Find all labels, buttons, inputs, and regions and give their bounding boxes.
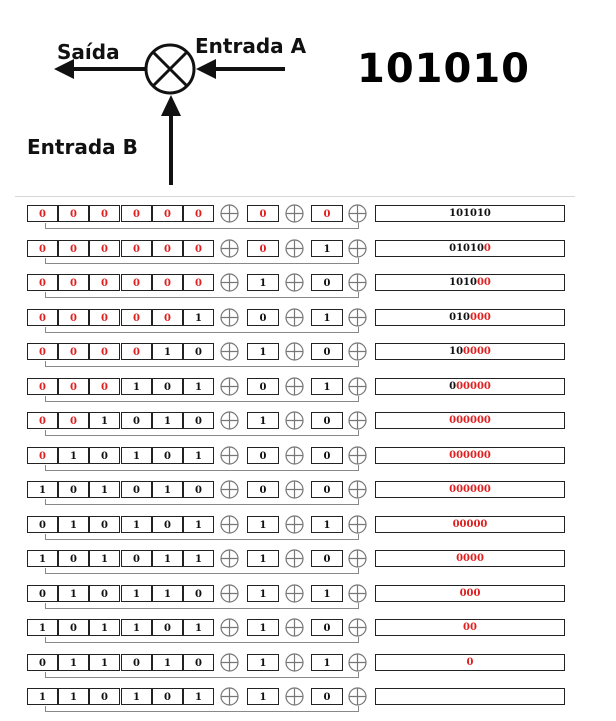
- row-bracket: [45, 706, 359, 712]
- input-a-cell: 1: [247, 343, 279, 360]
- input-a-cell: 1: [247, 274, 279, 291]
- input-b-cell: 0: [311, 274, 343, 291]
- table-row: [15, 512, 575, 536]
- circle-plus-icon: [348, 273, 367, 292]
- output-cell: [375, 688, 565, 705]
- input-a-cell: 0: [247, 205, 279, 222]
- output-black-bits: 010: [449, 311, 470, 323]
- bit-cell: 0: [58, 378, 89, 395]
- bit-cell: 1: [89, 481, 120, 498]
- bit-cell: 0: [89, 205, 120, 222]
- input-b-cell: 0: [311, 619, 343, 636]
- bit-cell: 1: [183, 447, 214, 464]
- bit-cell: 1: [152, 585, 183, 602]
- input-a-cell: 0: [247, 240, 279, 257]
- circle-plus-icon: [348, 515, 367, 534]
- output-cell: [375, 309, 565, 326]
- bit-cell: 0: [152, 688, 183, 705]
- output-cell: [375, 412, 565, 429]
- output-cell: [375, 274, 565, 291]
- bit-cell: 0: [183, 274, 214, 291]
- bit-cell: 1: [183, 309, 214, 326]
- bit-cell: 0: [183, 481, 214, 498]
- output-red-bits: 000000: [449, 484, 491, 495]
- bit-cell: 0: [121, 309, 152, 326]
- input-b-label: Entrada B: [27, 135, 138, 159]
- table-row: [15, 201, 575, 225]
- table-row: [15, 581, 575, 605]
- circle-plus-icon: [220, 308, 239, 327]
- circle-plus-icon: [220, 446, 239, 465]
- bit-cell: 0: [27, 274, 58, 291]
- table-row: [15, 236, 575, 260]
- bit-cell: 1: [89, 619, 120, 636]
- bit-cell: 1: [121, 619, 152, 636]
- gate-diagram: [0, 0, 616, 195]
- row-bracket: [45, 465, 359, 471]
- output-red-bits: 0000: [456, 553, 484, 564]
- output-red-bits: 00000: [456, 380, 491, 392]
- bit-cell: 1: [89, 654, 120, 671]
- bit-cell: 0: [27, 309, 58, 326]
- bit-cell: 0: [89, 309, 120, 326]
- bit-cell: 0: [89, 688, 120, 705]
- bit-cell: 1: [121, 447, 152, 464]
- input-a-cell: 1: [247, 688, 279, 705]
- input-a-cell: 1: [247, 619, 279, 636]
- bit-cell: 0: [121, 240, 152, 257]
- bit-cell: 0: [89, 378, 120, 395]
- table-row: [15, 546, 575, 570]
- output-black-bits: 01010: [449, 242, 484, 254]
- input-b-cell: 0: [311, 688, 343, 705]
- output-cell: [375, 585, 565, 602]
- bit-cell: 0: [58, 343, 89, 360]
- output-black-bits: 0: [449, 380, 457, 392]
- bit-cell: 0: [58, 240, 89, 257]
- row-bracket: [45, 430, 359, 436]
- shift-register-table: [15, 196, 575, 721]
- bit-cell: 1: [27, 688, 58, 705]
- row-bracket: [45, 672, 359, 678]
- bit-cell: 0: [121, 343, 152, 360]
- circle-plus-icon: [348, 239, 367, 258]
- circle-plus-icon: [285, 377, 304, 396]
- circle-plus-icon: [348, 446, 367, 465]
- circle-plus-icon: [285, 480, 304, 499]
- bit-cell: 0: [152, 240, 183, 257]
- bit-cell: 0: [121, 550, 152, 567]
- bit-cell: 1: [121, 378, 152, 395]
- bit-cell: 0: [183, 654, 214, 671]
- row-bracket: [45, 637, 359, 643]
- output-red-bits: 000: [459, 587, 481, 599]
- output-black-bits: 101010: [449, 208, 491, 219]
- input-a-cell: 1: [247, 585, 279, 602]
- circle-plus-icon: [220, 239, 239, 258]
- circle-plus-icon: [348, 584, 367, 603]
- output-cell: [375, 378, 565, 395]
- bit-cell: 0: [27, 654, 58, 671]
- circle-plus-icon: [220, 273, 239, 292]
- circle-plus-icon: [285, 653, 304, 672]
- output-red-bits: 00000: [452, 518, 488, 530]
- table-row: [15, 615, 575, 639]
- circle-plus-icon: [285, 515, 304, 534]
- circle-plus-icon: [285, 204, 304, 223]
- row-bracket: [45, 603, 359, 609]
- header-diagram: [0, 0, 616, 195]
- input-a-cell: 1: [247, 550, 279, 567]
- bit-cell: 1: [183, 516, 214, 533]
- bit-cell: 0: [58, 274, 89, 291]
- bit-cell: 0: [121, 205, 152, 222]
- bit-cell: 1: [58, 654, 89, 671]
- output-cell: [375, 343, 565, 360]
- bit-cell: 0: [27, 585, 58, 602]
- input-b-cell: 1: [311, 378, 343, 395]
- bit-cell: 0: [121, 274, 152, 291]
- circle-plus-icon: [220, 515, 239, 534]
- bit-cell: 0: [121, 654, 152, 671]
- bit-cell: 0: [183, 240, 214, 257]
- input-b-cell: 1: [311, 585, 343, 602]
- circle-plus-icon: [348, 687, 367, 706]
- row-bracket: [45, 361, 359, 367]
- row-bracket: [45, 534, 359, 540]
- bit-cell: 1: [183, 378, 214, 395]
- input-b-cell: 1: [311, 654, 343, 671]
- input-b-cell: 0: [311, 205, 343, 222]
- circle-plus-icon: [220, 584, 239, 603]
- circle-plus-icon: [285, 687, 304, 706]
- bit-cell: 1: [152, 550, 183, 567]
- output-cell: [375, 481, 565, 498]
- bit-cell: 0: [183, 412, 214, 429]
- circle-plus-icon: [348, 618, 367, 637]
- output-red-bits: 000000: [449, 415, 491, 426]
- bit-cell: 0: [121, 481, 152, 498]
- input-a-arrowhead: [196, 59, 216, 79]
- row-bracket: [45, 396, 359, 402]
- bit-cell: 0: [152, 447, 183, 464]
- input-a-cell: 1: [247, 412, 279, 429]
- bit-cell: 1: [58, 447, 89, 464]
- bit-cell: 0: [27, 516, 58, 533]
- input-b-cell: 0: [311, 343, 343, 360]
- bit-cell: 0: [58, 412, 89, 429]
- input-b-arrowhead: [161, 95, 181, 116]
- bit-cell: 1: [152, 343, 183, 360]
- output-red-bits: 0: [466, 656, 474, 668]
- bit-cell: 0: [152, 619, 183, 636]
- circle-plus-icon: [348, 204, 367, 223]
- circle-plus-icon: [348, 549, 367, 568]
- input-b-cell: 0: [311, 447, 343, 464]
- bit-cell: 0: [27, 447, 58, 464]
- table-row: [15, 650, 575, 674]
- bit-cell: 0: [121, 412, 152, 429]
- circle-plus-icon: [285, 308, 304, 327]
- output-black-bits: 10: [449, 346, 464, 357]
- bit-cell: 0: [183, 585, 214, 602]
- table-row: [15, 305, 575, 329]
- bit-cell: 0: [152, 378, 183, 395]
- bit-cell: 1: [152, 654, 183, 671]
- circle-plus-icon: [220, 480, 239, 499]
- circle-plus-icon: [220, 549, 239, 568]
- output-cell: [375, 240, 565, 257]
- circle-plus-icon: [285, 342, 304, 361]
- circle-plus-icon: [285, 446, 304, 465]
- table-row: [15, 374, 575, 398]
- input-a-cell: 1: [247, 654, 279, 671]
- bit-cell: 0: [89, 274, 120, 291]
- input-b-cell: 1: [311, 516, 343, 533]
- bit-cell: 1: [58, 585, 89, 602]
- output-red-bits: 00: [476, 277, 491, 288]
- circle-plus-icon: [348, 653, 367, 672]
- input-b-cell: 0: [311, 550, 343, 567]
- table-row: [15, 684, 575, 708]
- bit-cell: 0: [89, 447, 120, 464]
- row-bracket: [45, 499, 359, 505]
- bit-cell: 0: [152, 309, 183, 326]
- row-bracket: [45, 327, 359, 333]
- bit-cell: 0: [58, 309, 89, 326]
- output-label: Saída: [57, 40, 120, 64]
- circle-plus-icon: [220, 342, 239, 361]
- bit-cell: 0: [183, 343, 214, 360]
- bit-cell: 0: [58, 550, 89, 567]
- bit-cell: 1: [27, 619, 58, 636]
- output-red-bits: 00: [463, 622, 477, 633]
- input-a-cell: 0: [247, 309, 279, 326]
- circle-plus-icon: [348, 377, 367, 396]
- output-cell: [375, 447, 565, 464]
- circle-plus-icon: [285, 549, 304, 568]
- circle-plus-icon: [348, 480, 367, 499]
- table-row: [15, 408, 575, 432]
- bit-cell: 1: [152, 412, 183, 429]
- circle-plus-icon: [285, 584, 304, 603]
- row-bracket: [45, 258, 359, 264]
- bit-cell: 1: [183, 550, 214, 567]
- bit-cell: 0: [27, 412, 58, 429]
- bit-cell: 0: [183, 205, 214, 222]
- input-a-cell: 0: [247, 378, 279, 395]
- xor-circle-icon: [146, 45, 194, 93]
- output-cell: [375, 550, 565, 567]
- table-row: [15, 339, 575, 363]
- bit-cell: 1: [89, 550, 120, 567]
- input-a-label: Entrada A: [195, 34, 307, 58]
- table-row: [15, 270, 575, 294]
- output-red-bits: 0: [483, 242, 491, 254]
- row-bracket: [45, 568, 359, 574]
- title-bits: 101010: [357, 46, 530, 92]
- bit-cell: 0: [152, 274, 183, 291]
- bit-cell: 1: [121, 516, 152, 533]
- output-cell: [375, 654, 565, 671]
- bit-cell: 0: [58, 205, 89, 222]
- input-b-cell: 0: [311, 412, 343, 429]
- circle-plus-icon: [220, 377, 239, 396]
- output-red-bits: 000: [470, 311, 491, 323]
- bit-cell: 1: [27, 481, 58, 498]
- input-a-cell: 0: [247, 447, 279, 464]
- output-red-bits: 0000: [463, 346, 491, 357]
- input-b-cell: 1: [311, 309, 343, 326]
- circle-plus-icon: [285, 239, 304, 258]
- input-a-cell: 0: [247, 481, 279, 498]
- bit-cell: 0: [152, 205, 183, 222]
- bit-cell: 0: [58, 619, 89, 636]
- output-cell: [375, 205, 565, 222]
- circle-plus-icon: [285, 411, 304, 430]
- circle-plus-icon: [348, 342, 367, 361]
- circle-plus-icon: [220, 204, 239, 223]
- circle-plus-icon: [220, 411, 239, 430]
- bit-cell: 0: [27, 378, 58, 395]
- bit-cell: 1: [89, 412, 120, 429]
- circle-plus-icon: [220, 687, 239, 706]
- table-row: [15, 443, 575, 467]
- circle-plus-icon: [220, 618, 239, 637]
- bit-cell: 0: [27, 343, 58, 360]
- circle-plus-icon: [348, 308, 367, 327]
- row-bracket: [45, 223, 359, 229]
- bit-cell: 0: [89, 343, 120, 360]
- bit-cell: 1: [152, 481, 183, 498]
- output-cell: [375, 619, 565, 636]
- bit-cell: 0: [89, 585, 120, 602]
- circle-plus-icon: [285, 273, 304, 292]
- output-red-bits: 000000: [449, 449, 491, 461]
- bit-cell: 0: [27, 205, 58, 222]
- circle-plus-icon: [285, 618, 304, 637]
- row-bracket: [45, 292, 359, 298]
- bit-cell: 0: [152, 516, 183, 533]
- output-cell: [375, 516, 565, 533]
- bit-cell: 1: [183, 688, 214, 705]
- output-black-bits: 1010: [449, 277, 477, 288]
- input-b-cell: 0: [311, 481, 343, 498]
- bit-cell: 1: [27, 550, 58, 567]
- bit-cell: 1: [121, 585, 152, 602]
- bit-cell: 1: [183, 619, 214, 636]
- bit-cell: 0: [89, 240, 120, 257]
- bit-cell: 0: [89, 516, 120, 533]
- bit-cell: 0: [58, 481, 89, 498]
- bit-cell: 0: [27, 240, 58, 257]
- bit-cell: 1: [58, 516, 89, 533]
- input-b-cell: 1: [311, 240, 343, 257]
- bit-cell: 1: [58, 688, 89, 705]
- circle-plus-icon: [348, 411, 367, 430]
- input-a-cell: 1: [247, 516, 279, 533]
- circle-plus-icon: [220, 653, 239, 672]
- table-row: [15, 477, 575, 501]
- bit-cell: 1: [121, 688, 152, 705]
